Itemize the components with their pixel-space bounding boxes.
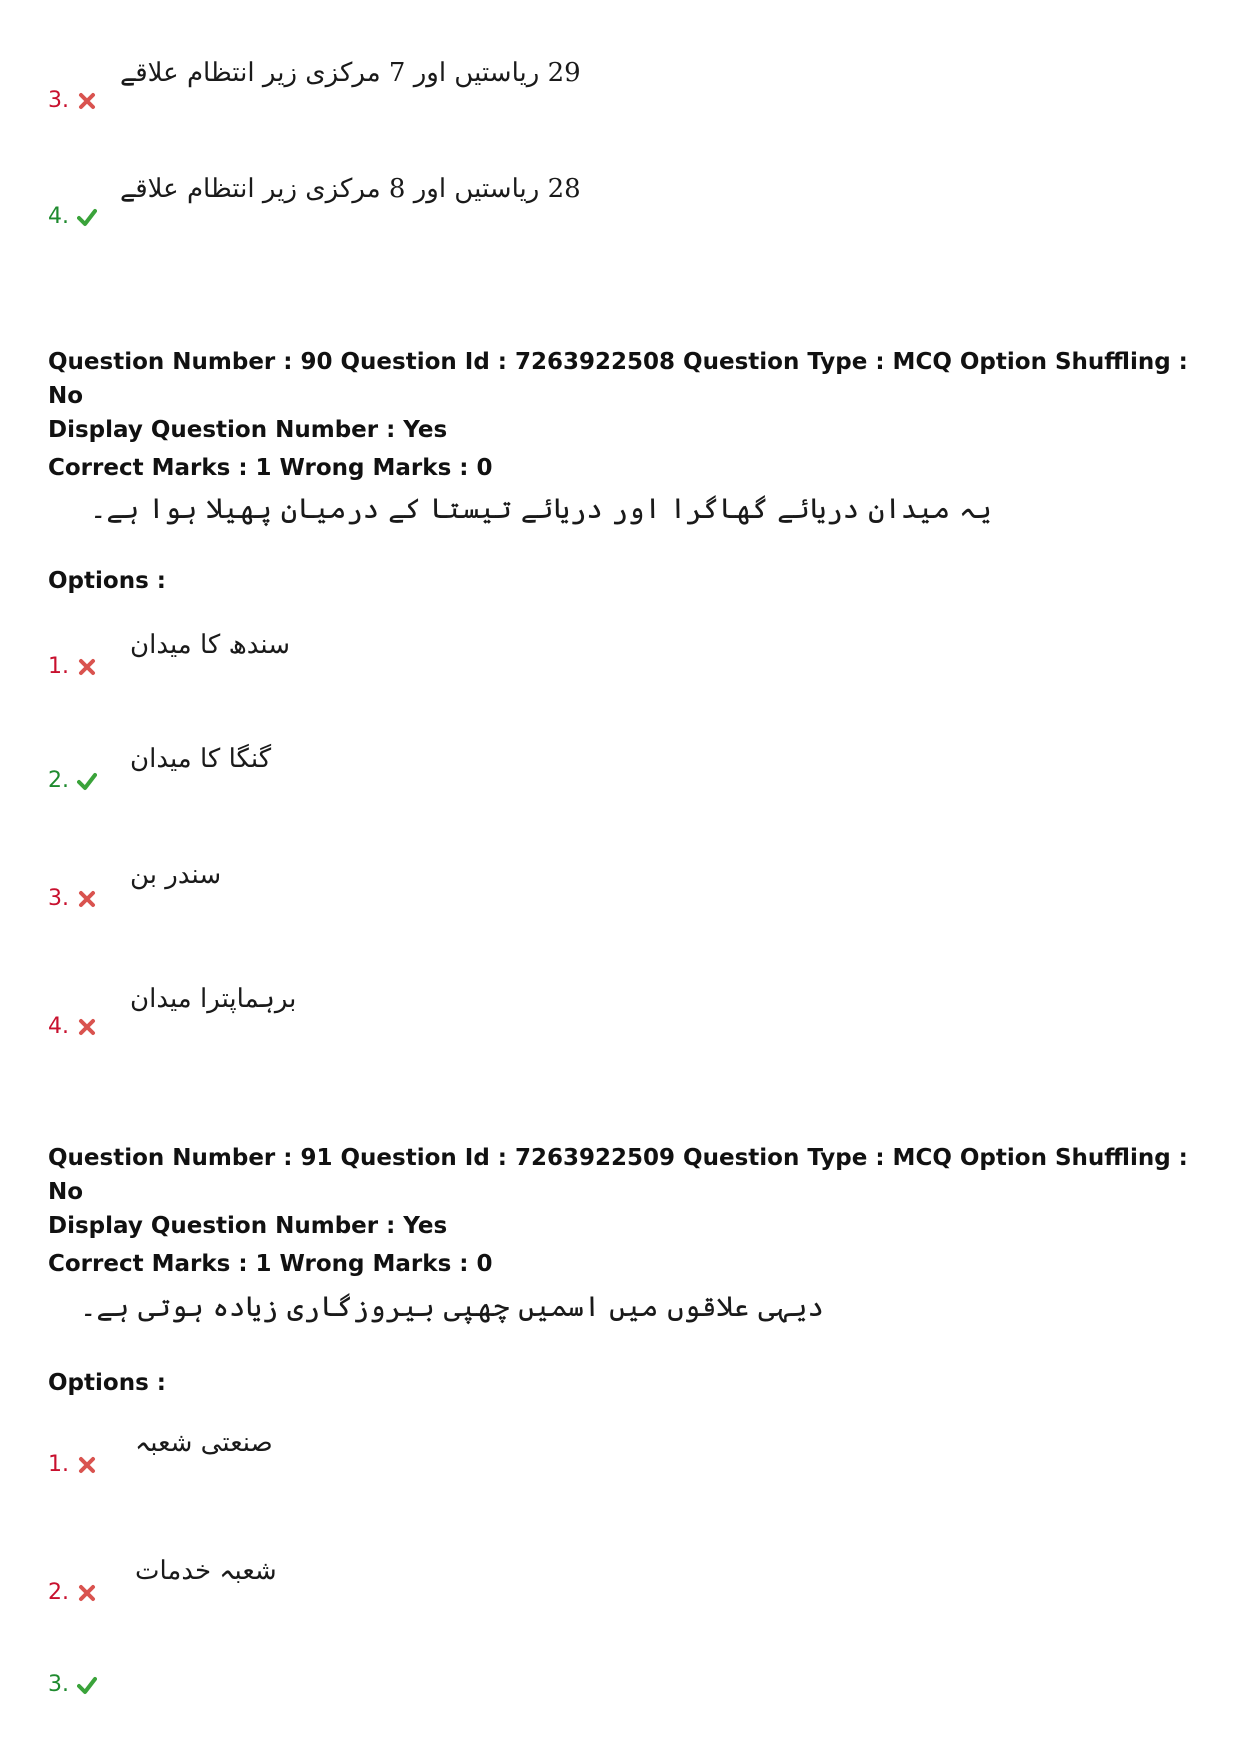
cross-icon [77,1583,97,1603]
display-question-number: Display Question Number : Yes [48,1213,448,1239]
marks-line: Correct Marks : 1 Wrong Marks : 0 [48,1251,493,1277]
option-number: 3. [48,1672,69,1697]
option-4 [48,1014,97,1039]
option-text: سندھ کا میدان [130,630,290,660]
option-text: شعبہ خدمات [135,1556,277,1586]
option-text: 29 ریاستیں اور 7 مرکزی زیر انتظام علاقے [120,58,581,88]
option-number: 4. [48,1014,69,1039]
option-text: صنعتی شعبہ [135,1428,273,1458]
option-number: 4. [48,204,69,229]
option-2 [48,768,97,793]
question-meta-90 [48,345,1208,485]
cross-icon [77,657,97,677]
question-text: یہ میدان دریائے گھاگرا اور دریائے تیستا کے درمیان پھیلا ہوا ہے۔ [90,492,992,525]
option-number: 2. [48,768,69,793]
option-text: 28 ریاستیں اور 8 مرکزی زیر انتظام علاقے [120,174,581,204]
option-number: 3. [48,886,69,911]
option-number: 2. [48,1580,69,1605]
option-3 [48,1672,97,1697]
option-1 [48,654,97,679]
cross-icon [77,91,97,111]
display-question-number: Display Question Number : Yes [48,417,448,443]
option-3 [48,886,97,911]
option-1 [48,1452,97,1477]
option-text: برہماپترا میدان [130,984,297,1014]
question-meta-91 [48,1141,1208,1281]
question-header: Question Number : 90 Question Id : 7263922508 Question Type : MCQ Option Shuffling : No [48,349,1188,409]
option-number: 1. [48,1452,69,1477]
option-text: سندر بن [130,860,222,890]
check-icon [77,771,97,791]
options-label: Options : [48,1370,166,1396]
option-2 [48,1580,97,1605]
option-3 [48,88,97,113]
option-number: 3. [48,88,69,113]
cross-icon [77,1017,97,1037]
marks-line: Correct Marks : 1 Wrong Marks : 0 [48,455,493,481]
option-text: گنگا کا میدان [130,744,272,774]
check-icon [77,207,97,227]
option-number: 1. [48,654,69,679]
question-header: Question Number : 91 Question Id : 7263922509 Question Type : MCQ Option Shuffling : No [48,1145,1188,1205]
options-label: Options : [48,568,166,594]
check-icon [77,1675,97,1695]
question-text: دیہی علاقوں میں اسمیں چھپی بیروزگاری زیادہ ہوتی ہے۔ [80,1290,824,1323]
option-4 [48,204,97,229]
cross-icon [77,889,97,909]
cross-icon [77,1455,97,1475]
